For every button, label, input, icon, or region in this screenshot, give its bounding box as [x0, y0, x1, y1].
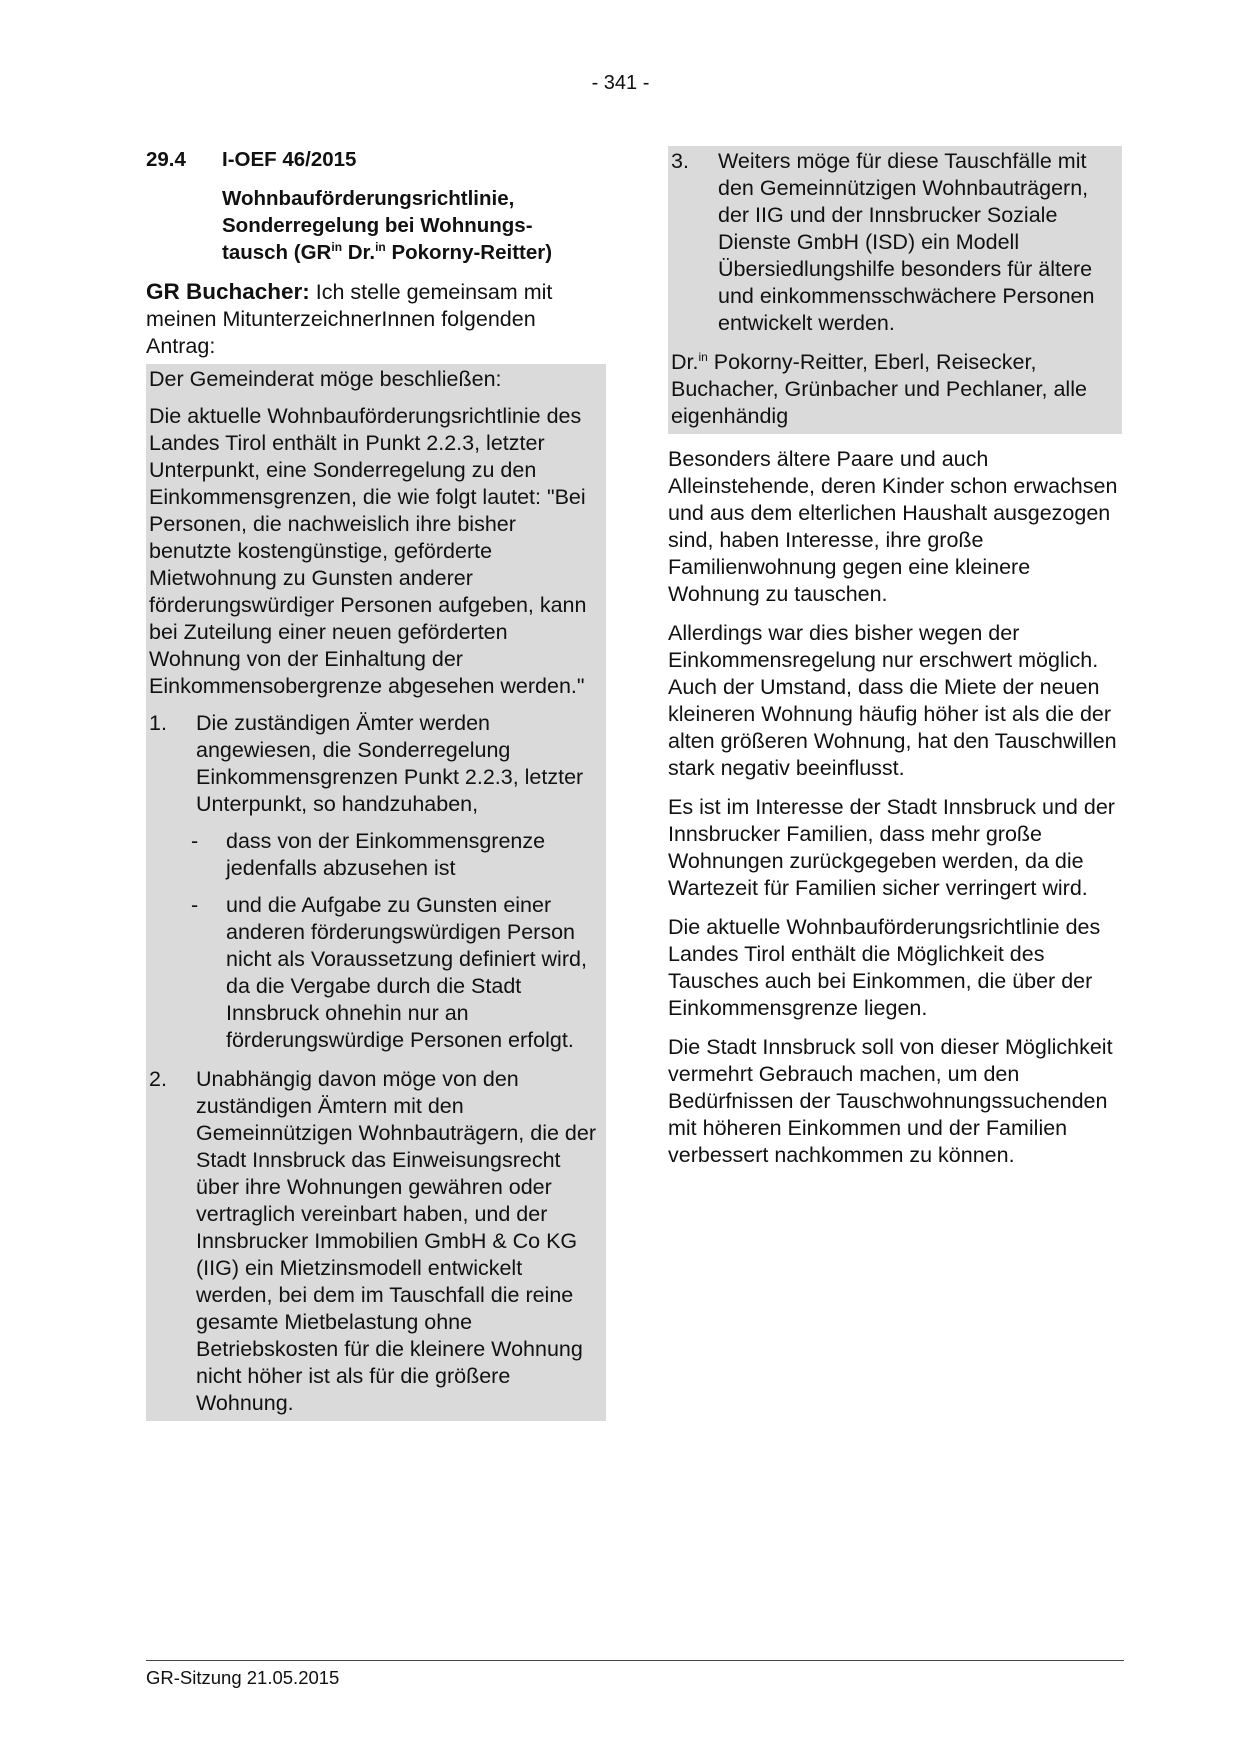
- speaker-name: GR Buchacher:: [146, 279, 310, 304]
- reasoning-paragraph: Die Stadt Innsbruck soll von dieser Möglichkeit vermehrt Gebrauch machen, um den Bedürfnissen der Tauschwohnungssuchenden mit höheren Einkommen und der Familien verbessert nachkommen zu können.: [668, 1035, 1113, 1167]
- point-text: Unabhängig davon möge von den zuständigen Ämtern mit den Gemeinnützigen Wohnbauträgern, die der Stadt Innsbruck das Einweisungsrecht über ihre Wohnungen gewähren oder vertraglich vereinbart haben, und der Innsbrucker Immobilien GmbH & Co KG (IIG) ein Mietzinsmodell entwickelt werden, bei dem im Tauschfall die reine gesamte Mietbelastung ohne Betriebskosten für die kleinere Wohnung nicht höher ist als für die größere Wohnung.: [196, 1067, 596, 1415]
- title-line: Sonderregelung bei Wohnungs-: [222, 214, 533, 237]
- bullet-dash: -: [191, 829, 199, 853]
- motion-preamble: Die aktuelle Wohnbauförderungsrichtlinie des Landes Tirol enthält in Punkt 2.2.3, letzter Unterpunkt, eine Sonderregelung zu den Einkommensgrenzen, die wie folgt lautet: "Bei Personen, die nachweislich ihre bisher benutzte kostengünstige, geförderte Mietwohnung zu Gunsten anderer förderungswürdiger Personen aufgeben, kann bei Zuteilung einer neuen geförderten Wohnung von der Einhaltung der Einkommensobergrenze abgesehen werden.": [149, 404, 587, 698]
- point-number: 1.: [149, 711, 167, 735]
- agenda-item-header: [146, 146, 606, 173]
- left-column: [146, 146, 606, 1421]
- reasoning-paragraph: Die aktuelle Wohnbauförderungsrichtlinie des Landes Tirol enthält die Möglichkeit des Tausches auch bei Einkommen, die über der Einkommensgrenze liegen.: [668, 915, 1101, 1020]
- bullet-text: und die Aufgabe zu Gunsten einer anderen förderungswürdigen Person nicht als Voraussetzung definiert wird, da die Vergabe durch die Stadt Innsbruck ohnehin nur an förderungswürdige Personen erfolgt.: [226, 893, 587, 1052]
- motion-heading: Der Gemeinderat möge beschließen:: [149, 367, 502, 391]
- speaker-statement: [146, 278, 606, 360]
- bullet-text: dass von der Einkommensgrenze jedenfalls abzusehen ist: [226, 829, 546, 880]
- speaker-text: Ich stelle gemeinsam mit meinen MitunterzeichnerInnen folgenden Antrag:: [146, 280, 553, 358]
- agenda-item-number: 29.4: [146, 148, 186, 171]
- motion-point-2: [149, 1066, 603, 1417]
- motion-signers: Dr.$^{in}$ Pokorny-Reitter, Eberl, Reisecker, Buchacher, Grünbacher und Pechlaner, alle eigenhändig: [671, 350, 1087, 428]
- title-line: tausch ($GR^{in}$ Dr.$^{in}$ Pokorny-Reitter): [222, 240, 553, 264]
- list-item: [191, 828, 603, 882]
- title-line: Wohnbauförderungsrichtlinie,: [222, 187, 515, 210]
- motion-block-continued: [668, 146, 1122, 434]
- list-item: [191, 892, 603, 1054]
- footer-divider: [146, 1660, 1124, 1661]
- motion-block: [146, 364, 606, 1421]
- agenda-item-title: [222, 185, 606, 266]
- point-number: 3.: [671, 149, 689, 173]
- reasoning-paragraph: Allerdings war dies bisher wegen der Einkommensregelung nur erschwert möglich. Auch der Umstand, dass die Miete der neuen kleineren Wohnung häufig höher ist als die der alten größeren Wohnung, hat den Tauschwillen stark negativ beeinflusst.: [668, 621, 1117, 780]
- right-column: [668, 146, 1122, 1169]
- bullet-dash: -: [191, 893, 199, 917]
- agenda-item-code: I-OEF 46/2015: [222, 148, 357, 171]
- footer-session-date: GR-Sitzung 21.05.2015: [146, 1667, 340, 1688]
- motion-point-3: [671, 148, 1116, 337]
- point-text: Die zuständigen Ämter werden angewiesen, die Sonderregelung Einkommensgrenzen Punkt 2.2.3, letzter Unterpunkt, so handzuhaben,: [196, 711, 584, 816]
- point-number: 2.: [149, 1067, 167, 1091]
- reasoning-paragraph: Besonders ältere Paare und auch Alleinstehende, deren Kinder schon erwachsen und aus dem elterlichen Haushalt ausgezogen sind, haben Interesse, ihre große Familienwohnung gegen eine kleinere Wohnung zu tauschen.: [668, 447, 1118, 606]
- page-number: - 341 -: [591, 72, 650, 94]
- motion-point-1: [149, 710, 603, 818]
- point-text: Weiters möge für diese Tauschfälle mit den Gemeinnützigen Wohnbauträgern, der IIG und der Innsbrucker Soziale Dienste GmbH (ISD) ein Modell Übersiedlungshilfe besonders für ältere und einkommensschwächere Personen entwickelt werden.: [718, 149, 1095, 335]
- reasoning-paragraph: Es ist im Interesse der Stadt Innsbruck und der Innsbrucker Familien, dass mehr große Wohnungen zurückgegeben werden, da die Wartezeit für Familien sicher verringert wird.: [668, 795, 1115, 900]
